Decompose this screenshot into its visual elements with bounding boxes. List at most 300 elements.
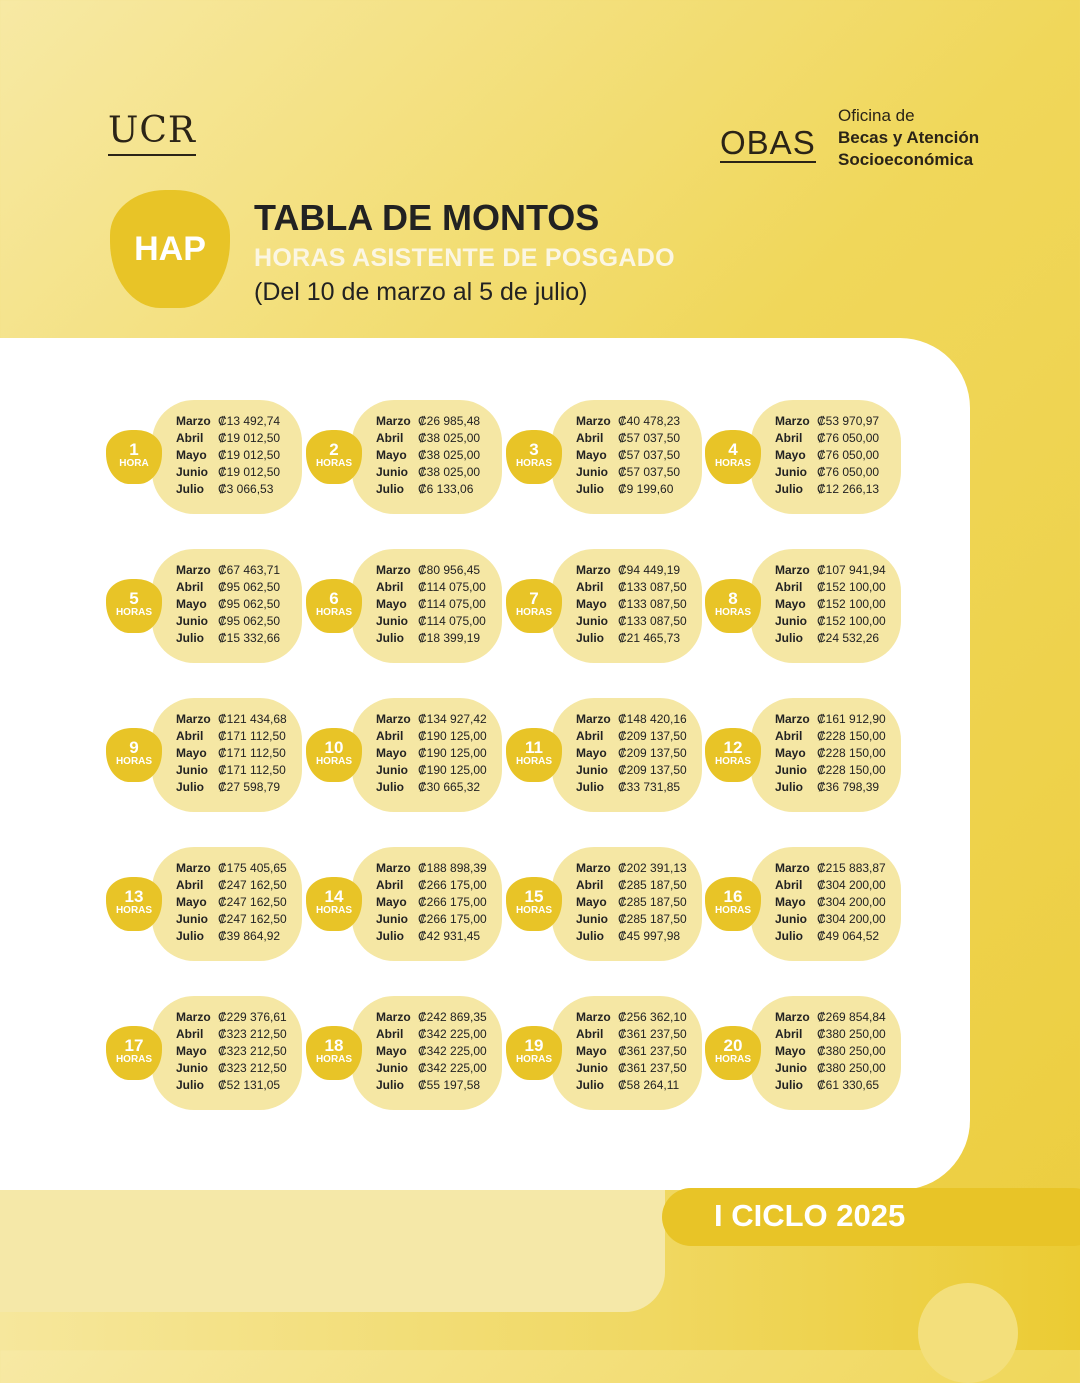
month-label: Marzo xyxy=(176,414,211,428)
month-label: Marzo xyxy=(576,563,611,577)
hours-card xyxy=(705,996,901,1110)
amount-value: ₡190 125,00 xyxy=(418,729,487,743)
amount-value: ₡19 012,50 xyxy=(218,465,281,479)
amount-value: ₡361 237,50 xyxy=(618,1061,687,1075)
hours-number: 7 xyxy=(529,589,539,608)
month-label: Junio xyxy=(376,614,408,628)
monthly-amounts xyxy=(376,562,486,647)
hours-unit: HORAS xyxy=(714,607,752,618)
month-label: Mayo xyxy=(576,448,607,462)
amount-row xyxy=(376,1060,487,1077)
month-label: Abril xyxy=(176,729,204,743)
hours-number: 15 xyxy=(524,887,544,906)
amount-row xyxy=(376,745,487,762)
amount-row xyxy=(576,894,687,911)
month-label: Junio xyxy=(176,1061,208,1075)
amount-row xyxy=(576,779,687,796)
month-label: Mayo xyxy=(775,746,806,760)
month-label: Junio xyxy=(176,763,208,777)
month-label: Marzo xyxy=(176,861,211,875)
amount-row xyxy=(576,728,687,745)
amount-value: ₡80 956,45 xyxy=(418,563,481,577)
hours-badge xyxy=(705,430,761,484)
hours-number: 4 xyxy=(728,440,738,459)
month-label: Junio xyxy=(376,763,408,777)
hours-number: 11 xyxy=(525,738,543,757)
amount-row xyxy=(576,860,687,877)
hours-number: 2 xyxy=(329,440,339,459)
amount-value: ₡269 854,84 xyxy=(817,1010,886,1024)
amount-row xyxy=(576,596,687,613)
amount-value: ₡76 050,00 xyxy=(817,431,880,445)
month-label: Junio xyxy=(576,465,608,479)
hours-badge xyxy=(506,728,562,782)
amount-value: ₡342 225,00 xyxy=(418,1061,487,1075)
amount-row xyxy=(775,447,879,464)
amount-value: ₡266 175,00 xyxy=(418,878,487,892)
amount-row xyxy=(775,562,886,579)
amount-row xyxy=(376,711,487,728)
hours-card xyxy=(306,847,502,961)
amount-row xyxy=(775,762,886,779)
hours-number: 18 xyxy=(324,1036,344,1055)
amount-value: ₡242 869,35 xyxy=(418,1010,487,1024)
amount-row xyxy=(176,630,280,647)
hours-badge xyxy=(705,1026,761,1080)
hours-card xyxy=(106,549,302,663)
amount-row xyxy=(576,562,687,579)
month-label: Marzo xyxy=(176,1010,211,1024)
amount-row xyxy=(775,481,879,498)
amount-row xyxy=(775,745,886,762)
amount-row xyxy=(176,762,287,779)
obas-logo: OBAS xyxy=(720,124,816,161)
amount-row xyxy=(775,928,886,945)
month-label: Mayo xyxy=(775,1044,806,1058)
amount-value: ₡148 420,16 xyxy=(618,712,687,726)
month-label: Junio xyxy=(576,912,608,926)
amount-value: ₡19 012,50 xyxy=(218,448,281,462)
month-label: Julio xyxy=(576,482,605,496)
amount-row xyxy=(775,596,886,613)
amount-value: ₡133 087,50 xyxy=(618,614,687,628)
month-label: Julio xyxy=(376,929,405,943)
ucr-logo: UCR xyxy=(108,110,196,156)
amount-value: ₡188 898,39 xyxy=(418,861,487,875)
amount-row xyxy=(576,613,687,630)
amount-value: ₡76 050,00 xyxy=(817,448,880,462)
hours-badge xyxy=(506,877,562,931)
month-label: Abril xyxy=(176,1027,204,1041)
amount-value: ₡24 532,26 xyxy=(817,631,880,645)
amount-value: ₡190 125,00 xyxy=(418,746,487,760)
hours-badge xyxy=(705,877,761,931)
amount-row xyxy=(376,579,486,596)
amount-row xyxy=(376,464,480,481)
amount-row xyxy=(376,613,486,630)
amount-value: ₡380 250,00 xyxy=(817,1061,886,1075)
amount-row xyxy=(576,877,687,894)
amount-value: ₡95 062,50 xyxy=(218,614,281,628)
hours-number: 14 xyxy=(324,887,344,906)
monthly-amounts xyxy=(775,860,886,945)
amount-row xyxy=(576,1077,687,1094)
amount-value: ₡6 133,06 xyxy=(418,482,474,496)
amount-row xyxy=(176,1060,287,1077)
amount-row xyxy=(376,762,487,779)
amount-row xyxy=(775,613,886,630)
month-label: Junio xyxy=(376,1061,408,1075)
amount-value: ₡38 025,00 xyxy=(418,448,481,462)
amount-value: ₡256 362,10 xyxy=(618,1010,687,1024)
amount-row xyxy=(775,877,886,894)
amount-value: ₡247 162,50 xyxy=(218,878,287,892)
amount-value: ₡95 062,50 xyxy=(218,597,281,611)
month-label: Julio xyxy=(775,780,804,794)
amount-value: ₡39 864,92 xyxy=(218,929,281,943)
month-label: Julio xyxy=(576,631,605,645)
amount-row xyxy=(376,481,480,498)
amount-value: ₡55 197,58 xyxy=(418,1078,481,1092)
month-label: Julio xyxy=(775,929,804,943)
amount-value: ₡171 112,50 xyxy=(218,763,286,777)
month-label: Julio xyxy=(176,482,205,496)
amount-row xyxy=(176,779,287,796)
amount-value: ₡209 137,50 xyxy=(618,729,687,743)
month-label: Abril xyxy=(376,431,404,445)
amount-value: ₡342 225,00 xyxy=(418,1044,487,1058)
amount-row xyxy=(376,447,480,464)
amount-value: ₡229 376,61 xyxy=(218,1010,287,1024)
month-label: Mayo xyxy=(376,448,407,462)
month-label: Julio xyxy=(576,929,605,943)
hours-unit: HORAS xyxy=(515,458,553,469)
amount-value: ₡304 200,00 xyxy=(817,912,886,926)
monthly-amounts xyxy=(176,711,287,796)
amount-value: ₡36 798,39 xyxy=(817,780,880,794)
amount-value: ₡38 025,00 xyxy=(418,431,481,445)
amount-row xyxy=(176,1026,287,1043)
amount-value: ₡33 731,85 xyxy=(618,780,681,794)
month-label: Mayo xyxy=(376,597,407,611)
hours-badge xyxy=(306,877,362,931)
month-label: Junio xyxy=(576,614,608,628)
hours-card xyxy=(506,996,702,1110)
month-label: Julio xyxy=(176,631,205,645)
amount-row xyxy=(176,860,287,877)
amount-row xyxy=(576,413,680,430)
amount-value: ₡228 150,00 xyxy=(817,729,886,743)
amount-row xyxy=(176,928,287,945)
month-label: Marzo xyxy=(376,563,411,577)
amount-value: ₡114 075,00 xyxy=(418,597,486,611)
amount-value: ₡215 883,87 xyxy=(817,861,886,875)
amount-value: ₡202 391,13 xyxy=(618,861,687,875)
amount-value: ₡228 150,00 xyxy=(817,763,886,777)
amount-value: ₡171 112,50 xyxy=(218,729,286,743)
month-label: Abril xyxy=(376,878,404,892)
amount-value: ₡52 131,05 xyxy=(218,1078,281,1092)
amount-row xyxy=(176,464,280,481)
month-label: Abril xyxy=(576,729,604,743)
amount-value: ₡266 175,00 xyxy=(418,895,487,909)
hours-card xyxy=(106,996,302,1110)
amount-row xyxy=(176,579,280,596)
month-label: Marzo xyxy=(775,1010,810,1024)
hours-number: 5 xyxy=(129,589,139,608)
amount-value: ₡152 100,00 xyxy=(817,614,886,628)
amount-row xyxy=(176,413,280,430)
amount-row xyxy=(576,430,680,447)
hours-unit: HORAS xyxy=(115,1054,153,1065)
month-label: Marzo xyxy=(775,414,810,428)
month-label: Marzo xyxy=(376,861,411,875)
amount-row xyxy=(376,894,487,911)
month-label: Mayo xyxy=(775,448,806,462)
month-label: Mayo xyxy=(576,597,607,611)
month-label: Mayo xyxy=(176,895,207,909)
hours-badge xyxy=(106,877,162,931)
hours-badge xyxy=(506,1026,562,1080)
amount-row xyxy=(576,711,687,728)
amount-value: ₡13 492,74 xyxy=(218,414,281,428)
hours-unit: HORAS xyxy=(515,607,553,618)
month-label: Junio xyxy=(775,614,807,628)
month-label: Mayo xyxy=(176,448,207,462)
month-label: Marzo xyxy=(775,563,810,577)
month-label: Julio xyxy=(576,780,605,794)
monthly-amounts xyxy=(775,562,886,647)
month-label: Mayo xyxy=(576,895,607,909)
amount-value: ₡209 137,50 xyxy=(618,763,687,777)
amount-value: ₡26 985,48 xyxy=(418,414,481,428)
hours-unit: HORAS xyxy=(115,607,153,618)
amount-row xyxy=(176,430,280,447)
amount-row xyxy=(775,1009,886,1026)
amount-row xyxy=(376,630,486,647)
month-label: Marzo xyxy=(376,414,411,428)
amount-row xyxy=(176,613,280,630)
hours-badge xyxy=(705,728,761,782)
month-label: Abril xyxy=(576,878,604,892)
amount-value: ₡175 405,65 xyxy=(218,861,287,875)
amount-value: ₡323 212,50 xyxy=(218,1027,287,1041)
month-label: Marzo xyxy=(376,1010,411,1024)
amount-row xyxy=(775,1077,886,1094)
hours-number: 16 xyxy=(723,887,743,906)
amount-value: ₡18 399,19 xyxy=(418,631,481,645)
amount-value: ₡58 264,11 xyxy=(618,1078,680,1092)
monthly-amounts xyxy=(775,1009,886,1094)
amount-value: ₡152 100,00 xyxy=(817,597,886,611)
obas-office-name xyxy=(838,105,979,171)
amount-value: ₡285 187,50 xyxy=(618,912,687,926)
amount-value: ₡30 665,32 xyxy=(418,780,481,794)
hours-badge xyxy=(106,430,162,484)
hours-badge xyxy=(306,728,362,782)
hours-unit: HORAS xyxy=(115,905,153,916)
month-label: Junio xyxy=(376,465,408,479)
amount-value: ₡285 187,50 xyxy=(618,878,687,892)
page-subtitle: HORAS ASISTENTE DE POSGADO xyxy=(254,244,675,272)
month-label: Junio xyxy=(775,465,807,479)
amount-row xyxy=(376,779,487,796)
amount-row xyxy=(176,447,280,464)
hours-unit: HORAS xyxy=(115,756,153,767)
amount-value: ₡42 931,45 xyxy=(418,929,481,943)
hours-card xyxy=(306,400,502,514)
amount-row xyxy=(576,447,680,464)
amount-row xyxy=(775,860,886,877)
month-label: Mayo xyxy=(576,1044,607,1058)
month-label: Abril xyxy=(376,580,404,594)
hours-card xyxy=(506,698,702,812)
month-label: Mayo xyxy=(176,746,207,760)
hours-unit: HORAS xyxy=(515,1054,553,1065)
hours-badge xyxy=(705,579,761,633)
amount-row xyxy=(376,413,480,430)
month-label: Marzo xyxy=(176,712,211,726)
amount-value: ₡114 075,00 xyxy=(418,580,486,594)
amount-row xyxy=(775,630,886,647)
amount-row xyxy=(176,562,280,579)
month-label: Marzo xyxy=(775,861,810,875)
month-label: Abril xyxy=(775,431,803,445)
cycle-banner xyxy=(662,1188,1080,1246)
monthly-amounts xyxy=(176,1009,287,1094)
amount-row xyxy=(176,911,287,928)
hours-unit: HORAS xyxy=(315,756,353,767)
hours-card xyxy=(705,847,901,961)
monthly-amounts xyxy=(176,562,280,647)
amount-value: ₡342 225,00 xyxy=(418,1027,487,1041)
amount-value: ₡228 150,00 xyxy=(817,746,886,760)
amount-value: ₡12 266,13 xyxy=(817,482,880,496)
hours-number: 3 xyxy=(529,440,539,459)
amount-row xyxy=(176,711,287,728)
amount-row xyxy=(376,1043,487,1060)
monthly-amounts xyxy=(775,711,886,796)
amount-row xyxy=(376,860,487,877)
hours-number: 9 xyxy=(129,738,139,757)
amount-value: ₡304 200,00 xyxy=(817,895,886,909)
month-label: Junio xyxy=(176,614,208,628)
monthly-amounts xyxy=(376,860,487,945)
amount-value: ₡15 332,66 xyxy=(218,631,281,645)
month-label: Junio xyxy=(775,1061,807,1075)
monthly-amounts xyxy=(176,860,287,945)
amount-value: ₡94 449,19 xyxy=(618,563,681,577)
amount-row xyxy=(376,877,487,894)
monthly-amounts xyxy=(376,711,487,796)
amount-value: ₡95 062,50 xyxy=(218,580,281,594)
amount-value: ₡76 050,00 xyxy=(817,465,880,479)
hours-unit: HORA xyxy=(119,458,149,469)
month-label: Abril xyxy=(775,878,803,892)
monthly-amounts xyxy=(576,413,680,498)
month-label: Mayo xyxy=(775,597,806,611)
amount-row xyxy=(576,911,687,928)
amount-row xyxy=(576,745,687,762)
month-label: Junio xyxy=(576,1061,608,1075)
amount-value: ₡361 237,50 xyxy=(618,1027,687,1041)
month-label: Junio xyxy=(775,912,807,926)
month-label: Marzo xyxy=(376,712,411,726)
hours-badge xyxy=(106,1026,162,1080)
monthly-amounts xyxy=(775,413,879,498)
amount-value: ₡114 075,00 xyxy=(418,614,486,628)
hours-unit: HORAS xyxy=(714,756,752,767)
amount-row xyxy=(376,562,486,579)
date-range: (Del 10 de marzo al 5 de julio) xyxy=(254,278,588,306)
hours-unit: HORAS xyxy=(315,607,353,618)
month-label: Abril xyxy=(176,878,204,892)
hours-badge xyxy=(506,579,562,633)
amount-row xyxy=(775,464,879,481)
amount-value: ₡247 162,50 xyxy=(218,912,287,926)
amount-row xyxy=(376,928,487,945)
amount-value: ₡57 037,50 xyxy=(618,465,681,479)
amount-value: ₡19 012,50 xyxy=(218,431,281,445)
amount-row xyxy=(775,1060,886,1077)
amount-value: ₡266 175,00 xyxy=(418,912,487,926)
hours-number: 6 xyxy=(329,589,339,608)
amount-row xyxy=(775,779,886,796)
hours-number: 19 xyxy=(524,1036,544,1055)
amount-value: ₡107 941,94 xyxy=(817,563,886,577)
cycle-label: I CICLO 2025 xyxy=(714,1198,906,1233)
month-label: Abril xyxy=(576,431,604,445)
amount-row xyxy=(576,1060,687,1077)
month-label: Marzo xyxy=(576,414,611,428)
amount-row xyxy=(376,728,487,745)
amount-row xyxy=(775,911,886,928)
hours-badge xyxy=(106,579,162,633)
hours-card xyxy=(705,549,901,663)
amount-row xyxy=(376,1077,487,1094)
month-label: Junio xyxy=(376,912,408,926)
monthly-amounts xyxy=(576,1009,687,1094)
amount-row xyxy=(176,728,287,745)
month-label: Julio xyxy=(176,780,205,794)
hours-unit: HORAS xyxy=(714,458,752,469)
month-label: Abril xyxy=(176,580,204,594)
amount-row xyxy=(376,1009,487,1026)
hours-unit: HORAS xyxy=(315,458,353,469)
month-label: Mayo xyxy=(376,895,407,909)
amount-row xyxy=(775,728,886,745)
amount-row xyxy=(576,579,687,596)
hours-card xyxy=(106,847,302,961)
month-label: Julio xyxy=(775,1078,804,1092)
amount-row xyxy=(576,630,687,647)
hours-unit: HORAS xyxy=(714,905,752,916)
hours-card xyxy=(506,400,702,514)
amount-row xyxy=(176,481,280,498)
month-label: Marzo xyxy=(176,563,211,577)
month-label: Mayo xyxy=(576,746,607,760)
decorative-circle xyxy=(918,1283,1018,1383)
month-label: Abril xyxy=(576,1027,604,1041)
month-label: Julio xyxy=(775,482,804,496)
month-label: Marzo xyxy=(775,712,810,726)
amount-row xyxy=(576,762,687,779)
month-label: Abril xyxy=(376,1027,404,1041)
amount-value: ₡45 997,98 xyxy=(618,929,681,943)
month-label: Julio xyxy=(775,631,804,645)
amount-value: ₡49 064,52 xyxy=(817,929,880,943)
month-label: Abril xyxy=(576,580,604,594)
